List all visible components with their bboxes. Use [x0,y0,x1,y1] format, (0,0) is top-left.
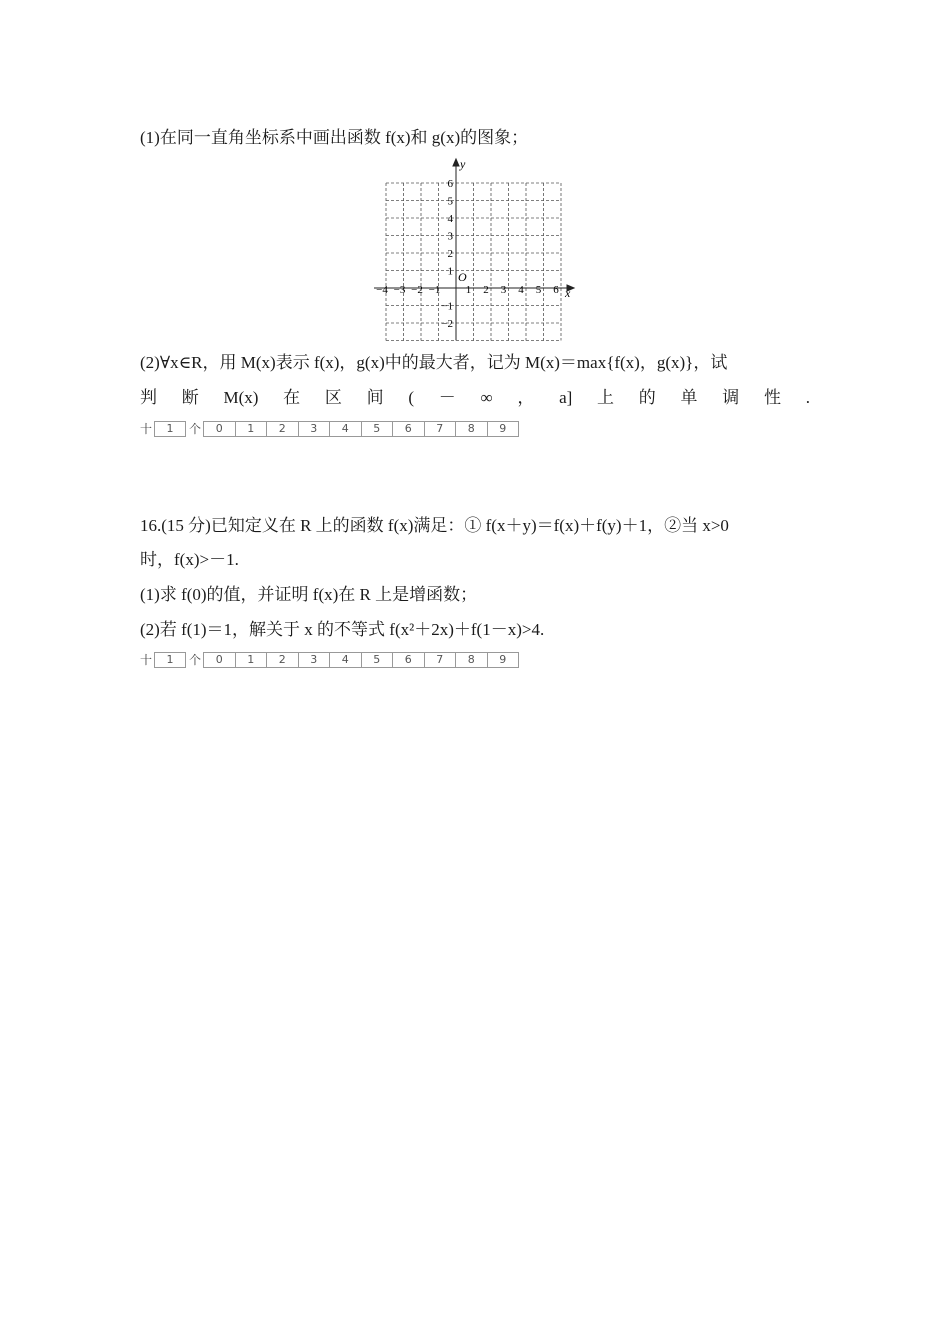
q15-line2-token: ( [408,388,415,407]
q15-line2-token: 判 [140,388,157,407]
q15-line2-token: 调 [722,388,740,407]
q15-line2-token: 单 [680,388,698,407]
q15-line2-token: . [805,388,810,407]
q15-line2-token: 的 [638,388,656,407]
y-tick-label: 6 [447,178,453,190]
score-digit-1[interactable]: 1 [236,653,268,667]
score-tens-value[interactable]: 1 [154,652,186,668]
x-tick-label: −1 [428,284,441,296]
origin-label: O [458,270,467,284]
q15-line2-token: ∞ [480,388,493,407]
score-digit-2[interactable]: 2 [267,653,299,667]
score-digit-8[interactable]: 8 [456,653,488,667]
q16-line2: 时，f(x)>－1. [140,550,239,569]
y-tick-label: 1 [447,265,453,278]
score-digit-8[interactable]: 8 [456,422,488,436]
score-digit-7[interactable]: 7 [425,422,457,436]
score-digit-0[interactable]: 0 [204,422,236,436]
x-tick-label: 5 [535,284,542,296]
q15-part2-line2 [140,386,810,410]
score-box-q16 [140,651,519,668]
score-ones-label: 个 [189,422,202,436]
q15-line2-token: 区 [324,388,342,407]
y-axis-label: y [460,157,466,171]
y-tick-label: 2 [447,248,453,260]
score-digit-4[interactable]: 4 [330,653,362,667]
q15-line2-token: 上 [597,388,615,407]
score-tens-value[interactable]: 1 [154,421,186,437]
q15-line2-token: ， [517,388,535,407]
x-tick-label: 1 [465,284,472,296]
score-ones-label: 个 [189,653,202,667]
score-digit-3[interactable]: 3 [299,422,331,436]
q15-line2-token: 间 [366,388,384,407]
q15-line2-token: 断 [181,388,199,407]
score-digit-7[interactable]: 7 [425,653,457,667]
y-tick-label: 4 [447,213,453,225]
score-tens-label: 十 [140,422,153,436]
score-digit-4[interactable]: 4 [330,422,362,436]
score-tens-label: 十 [140,653,153,667]
score-digit-5[interactable]: 5 [362,653,394,667]
x-axis-label: x [565,286,571,300]
score-digit-cells [203,652,519,668]
score-box-q15 [140,420,519,437]
q16-part2: (2)若 f(1)＝1，解关于 x 的不等式 f(x²＋2x)＋f(1－x)>4. [140,620,545,639]
x-tick-label: −3 [393,284,406,296]
coordinate-grid [372,156,582,342]
y-tick-label: −2 [441,318,453,330]
score-digit-5[interactable]: 5 [362,422,394,436]
x-tick-label: 3 [500,284,507,296]
q15-part2-line1-text: (2)∀x∈R，用 M(x)表示 f(x)，g(x)中的最大者，记为 M(x)＝max{f(x)，g(x)}，试 [140,353,728,372]
x-tick-label: 2 [483,284,489,296]
x-tick-label: 6 [553,284,559,296]
y-tick-label: 5 [447,195,453,208]
q15-line2-token: a] [559,388,573,407]
x-tick-label: −2 [411,284,423,296]
score-digit-1[interactable]: 1 [236,422,268,436]
score-digit-0[interactable]: 0 [204,653,236,667]
q15-part1-text: (1)在同一直角坐标系中画出函数 f(x)和 g(x)的图象； [140,128,529,147]
score-digit-2[interactable]: 2 [267,422,299,436]
q15-part2-line1 [140,351,810,375]
score-digit-6[interactable]: 6 [393,653,425,667]
q16-part1: (1)求 f(0)的值，并证明 f(x)在 R 上是增函数； [140,585,478,604]
q15-line2-token: － [438,388,456,407]
score-digit-9[interactable]: 9 [499,421,507,435]
q15-line2-token: 性 [763,388,781,407]
q15-line2-token: 在 [283,388,301,407]
score-digit-6[interactable]: 6 [393,422,425,436]
q15-line2-token: M(x) [223,388,259,407]
q16-line1: 16.(15 分)已知定义在 R 上的函数 f(x)满足：① f(x＋y)＝f(x)＋f(y)＋1，②当 x>0 [140,516,729,535]
x-tick-label: −4 [376,284,388,296]
score-digit-3[interactable]: 3 [299,653,331,667]
y-tick-label: 3 [447,230,453,243]
score-digit-9[interactable]: 9 [499,652,507,666]
x-tick-label: 4 [518,284,524,296]
y-tick-label: −1 [441,300,453,313]
score-digit-cells [203,421,519,437]
y-axis-arrow [453,159,459,166]
